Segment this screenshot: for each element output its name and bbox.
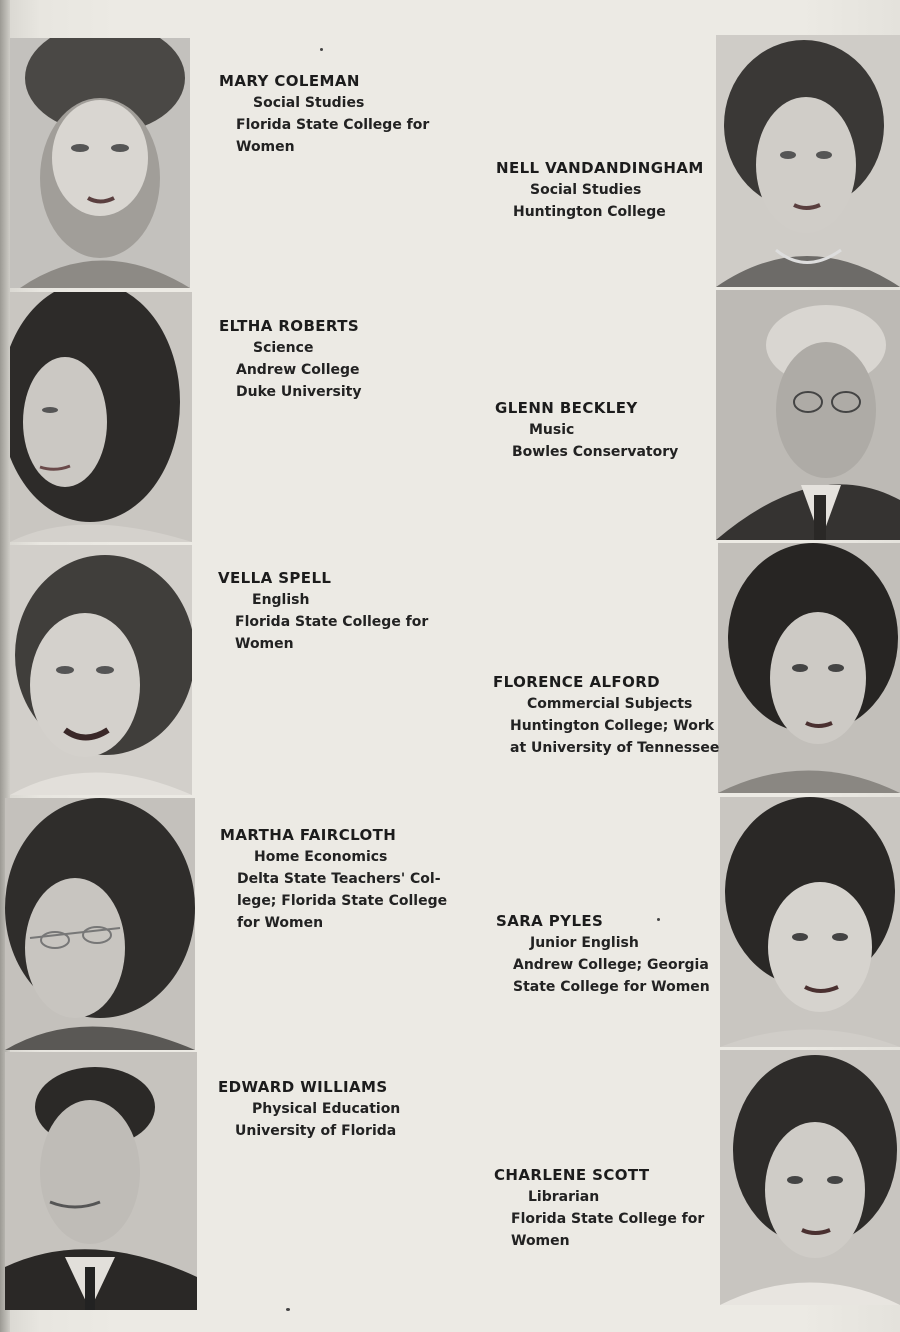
portrait-martha-faircloth [5, 798, 195, 1050]
faculty-school: Florida State College for [511, 1211, 705, 1227]
faculty-school: lege; Florida State College [237, 893, 448, 909]
faculty-entry-edward-williams [218, 1076, 400, 1142]
faculty-school: Duke University [236, 384, 362, 400]
faculty-entry-sara-pyles [496, 910, 710, 998]
faculty-subject: Science [253, 340, 314, 356]
faculty-name: GLENN BECKLEY [495, 399, 638, 417]
faculty-school: Florida State College for [235, 614, 429, 630]
faculty-school: Huntington College [513, 204, 666, 220]
faculty-school: Delta State Teachers' Col- [237, 871, 441, 887]
faculty-subject: English [252, 592, 310, 608]
faculty-entry-florence-alford [493, 671, 719, 759]
portrait-nell-vandandingham [716, 35, 900, 287]
print-speck [286, 1308, 290, 1311]
faculty-school: Huntington College; Work [510, 718, 715, 734]
faculty-subject: Music [529, 422, 575, 438]
print-speck [657, 918, 660, 921]
faculty-entry-vella-spell [218, 567, 428, 655]
faculty-entry-charlene-scott [494, 1164, 704, 1252]
faculty-name: FLORENCE ALFORD [493, 673, 661, 691]
faculty-name: SARA PYLES [496, 912, 604, 930]
portrait-glenn-beckley [716, 290, 900, 540]
portrait-sara-pyles [720, 797, 900, 1047]
faculty-name: MARTHA FAIRCLOTH [220, 826, 397, 844]
faculty-school: for Women [237, 915, 324, 931]
faculty-name: NELL VANDANDINGHAM [496, 159, 704, 177]
faculty-school: Florida State College for [236, 117, 430, 133]
faculty-school: Andrew College [236, 362, 360, 378]
faculty-entry-martha-faircloth [220, 824, 447, 934]
faculty-subject: Junior English [530, 935, 639, 951]
faculty-school: Women [511, 1233, 570, 1249]
faculty-entry-nell-vandandingham [496, 157, 704, 223]
faculty-name: MARY COLEMAN [219, 72, 360, 90]
portrait-edward-williams [5, 1052, 197, 1310]
faculty-school: University of Florida [235, 1123, 397, 1139]
faculty-entry-mary-coleman [219, 70, 429, 158]
portrait-florence-alford [718, 543, 900, 793]
portrait-mary-coleman [10, 38, 190, 288]
faculty-subject: Home Economics [254, 849, 388, 865]
faculty-school: at University of Tennessee [510, 740, 720, 756]
faculty-subject: Commercial Subjects [527, 696, 693, 712]
portrait-charlene-scott [720, 1050, 900, 1305]
faculty-entry-glenn-beckley [495, 397, 678, 463]
portrait-eltha-roberts [10, 292, 192, 542]
print-speck [320, 48, 323, 51]
faculty-subject: Social Studies [530, 182, 642, 198]
faculty-entry-eltha-roberts [219, 315, 362, 403]
faculty-subject: Librarian [528, 1189, 600, 1205]
faculty-school: Bowles Conservatory [512, 444, 679, 460]
faculty-school: Women [235, 636, 294, 652]
faculty-name: VELLA SPELL [218, 569, 332, 587]
faculty-name: ELTHA ROBERTS [219, 317, 360, 335]
faculty-name: EDWARD WILLIAMS [218, 1078, 388, 1096]
faculty-school: Andrew College; Georgia [513, 957, 709, 973]
faculty-name: CHARLENE SCOTT [494, 1166, 650, 1184]
faculty-school: Women [236, 139, 295, 155]
faculty-subject: Social Studies [253, 95, 365, 111]
faculty-school: State College for Women [513, 979, 710, 995]
portrait-vella-spell [10, 545, 192, 795]
faculty-subject: Physical Education [252, 1101, 401, 1117]
